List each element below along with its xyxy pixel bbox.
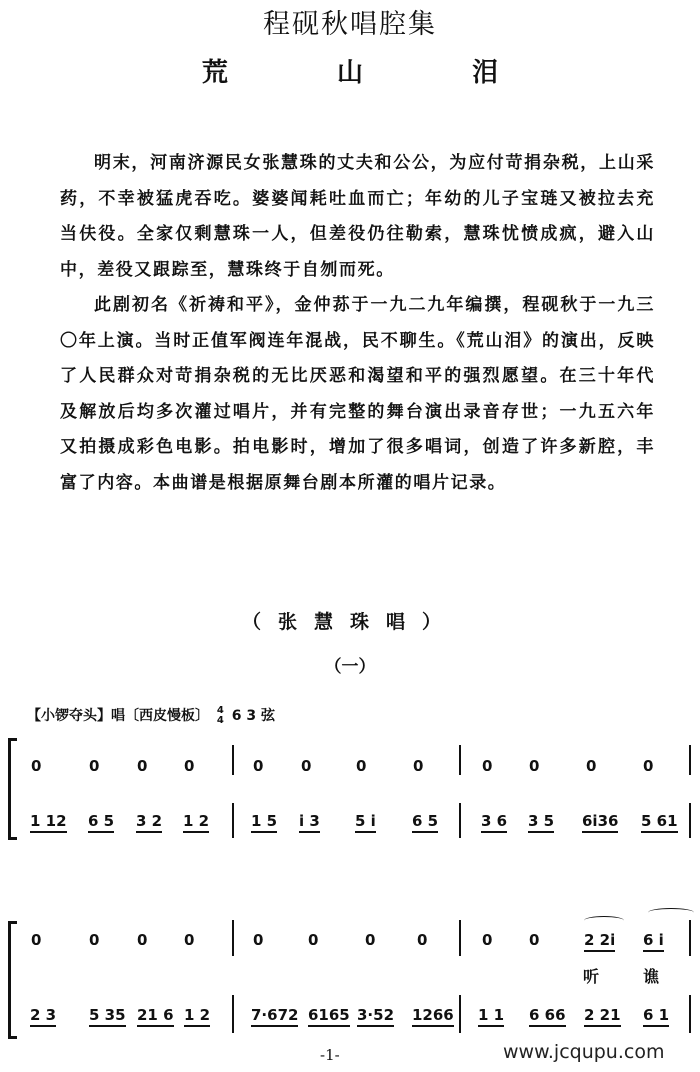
note: 0 bbox=[482, 757, 493, 775]
tuning: 6 3 弦 bbox=[231, 708, 275, 724]
note-group: 21 6 bbox=[137, 1006, 174, 1027]
note-group: 6165 bbox=[308, 1006, 350, 1027]
note: 0 bbox=[301, 757, 312, 775]
song-title-char: 泪 bbox=[472, 58, 499, 88]
lyric-char: 谯 bbox=[643, 967, 660, 986]
note: 0 bbox=[89, 757, 100, 775]
note: 0 bbox=[356, 757, 367, 775]
tempo-prefix: 【小锣夺头】唱〔西皮慢板〕 bbox=[27, 708, 209, 724]
slur-mark bbox=[648, 908, 694, 917]
note: 0 bbox=[31, 757, 42, 775]
barline bbox=[232, 803, 234, 838]
note: 0 bbox=[365, 931, 376, 949]
note: 0 bbox=[308, 931, 319, 949]
singer-label: （张慧珠唱） bbox=[241, 611, 458, 633]
tempo-marking bbox=[27, 705, 275, 726]
note: 0 bbox=[137, 931, 148, 949]
song-title-char: 荒 bbox=[201, 58, 228, 88]
barline bbox=[459, 745, 461, 775]
watermark: www.jcqupu.com bbox=[503, 1041, 665, 1063]
intro-paragraph: 明末，河南济源民女张慧珠的丈夫和公公，为应付苛捐杂税，上山采药，不幸被猛虎吞吃。婆婆闻耗吐血而亡；年幼的儿子宝琏又被拉去充当伕役。全家仅剩慧珠一人，但差役仍往勒索，慧珠忧愤成疯，避入山中，差役又跟踪至，慧珠终于自刎而死。 bbox=[60, 153, 655, 280]
note-group: 1 12 bbox=[30, 812, 67, 833]
barline bbox=[459, 920, 461, 956]
note: 0 bbox=[482, 931, 493, 949]
note: 0 bbox=[417, 931, 428, 949]
section-number: （一） bbox=[324, 657, 376, 677]
note-group: 3 2 bbox=[136, 812, 162, 833]
note: 0 bbox=[643, 757, 654, 775]
note: 0 bbox=[184, 931, 195, 949]
note-group: 6 i bbox=[643, 931, 664, 952]
note-group: 1 2 bbox=[183, 812, 209, 833]
note-group: 1 1 bbox=[478, 1006, 504, 1027]
note: 0 bbox=[529, 931, 540, 949]
note: 0 bbox=[184, 757, 195, 775]
note-group: 1 2 bbox=[184, 1006, 210, 1027]
note: 0 bbox=[89, 931, 100, 949]
barline bbox=[689, 803, 691, 838]
note-group: 2 2i bbox=[584, 931, 615, 952]
barline bbox=[459, 995, 461, 1033]
barline bbox=[689, 745, 691, 775]
note-group: 2 21 bbox=[584, 1006, 621, 1027]
time-signature: 4 4 bbox=[216, 705, 224, 726]
slur-mark bbox=[584, 916, 624, 925]
note: 0 bbox=[253, 931, 264, 949]
intro-text bbox=[60, 146, 655, 501]
note-group: 6 5 bbox=[412, 812, 438, 833]
note-group: 7·672 bbox=[251, 1006, 298, 1027]
note-group: 6 5 bbox=[88, 812, 114, 833]
note: 0 bbox=[31, 931, 42, 949]
note-group: 5 61 bbox=[641, 812, 678, 833]
note-group: 3·52 bbox=[357, 1006, 394, 1027]
note: 0 bbox=[137, 757, 148, 775]
note-group: 1 5 bbox=[251, 812, 277, 833]
note-group: 5 35 bbox=[89, 1006, 126, 1027]
note-group: 3 6 bbox=[481, 812, 507, 833]
barline bbox=[689, 920, 691, 956]
book-title: 程砚秋唱腔集 bbox=[263, 9, 437, 40]
page-number: -1- bbox=[320, 1046, 340, 1064]
note-group: 6 66 bbox=[529, 1006, 566, 1027]
note-group: 6i36 bbox=[582, 812, 618, 833]
note: 0 bbox=[253, 757, 264, 775]
note: 0 bbox=[586, 757, 597, 775]
lyric-char: 听 bbox=[583, 967, 600, 986]
song-title bbox=[0, 52, 700, 89]
barline bbox=[232, 920, 234, 956]
barline bbox=[459, 803, 461, 838]
barline bbox=[689, 995, 691, 1033]
note-group: 3 5 bbox=[528, 812, 554, 833]
song-title-char: 山 bbox=[336, 58, 363, 88]
note: 0 bbox=[413, 757, 424, 775]
intro-paragraph: 此剧初名《祈祷和平》，金仲荪于一九二九年编撰，程砚秋于一九三〇年上演。当时正值军阀连年混战，民不聊生。《荒山泪》的演出，反映了人民群众对苛捐杂税的无比厌恶和渴望和平的强烈愿望。在三十年代及解放后均多次灌过唱片，并有完整的舞台演出录音存世；一九五六年又拍摄成彩色电影。拍电影时，增加了很多唱词，创造了许多新腔，丰富了内容。本曲谱是根据原舞台剧本所灌的唱片记录。 bbox=[60, 295, 655, 493]
barline bbox=[232, 745, 234, 775]
system-brace bbox=[8, 738, 17, 840]
note-group: 5 i bbox=[355, 812, 376, 833]
note-group: 6 1 bbox=[643, 1006, 669, 1027]
note: 0 bbox=[529, 757, 540, 775]
barline bbox=[232, 995, 234, 1033]
system-brace bbox=[8, 921, 17, 1039]
note-group: i 3 bbox=[299, 812, 320, 833]
note-group: 1266 bbox=[412, 1006, 454, 1027]
note-group: 2 3 bbox=[30, 1006, 56, 1027]
